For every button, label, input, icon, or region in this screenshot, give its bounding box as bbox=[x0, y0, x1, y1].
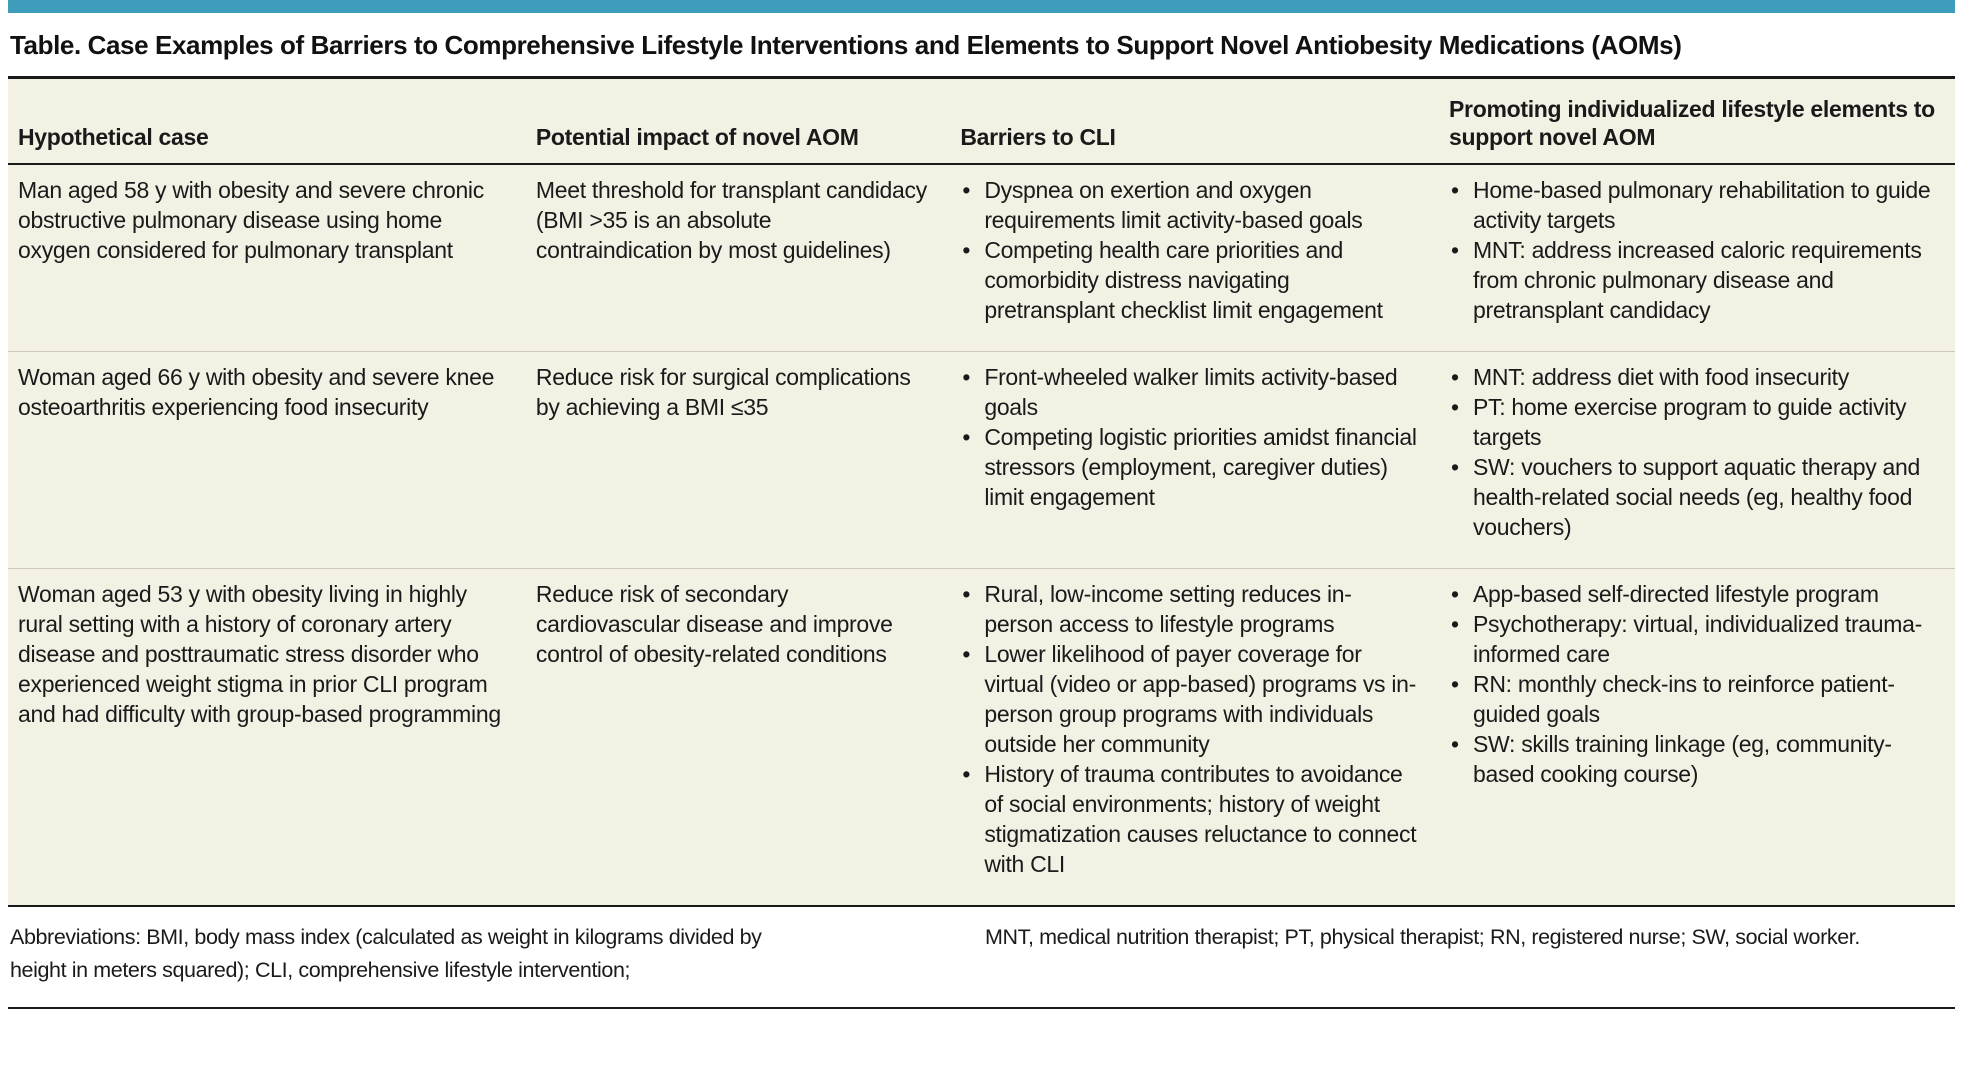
column-header-hypothetical-case: Hypothetical case bbox=[8, 78, 526, 165]
cell-potential-impact: Reduce risk of secondary cardiovascular disease and improve control of obesity-related conditions bbox=[526, 569, 950, 907]
cell-promoting-elements bbox=[1439, 352, 1955, 569]
bullet-item: • MNT: address diet with food insecurity bbox=[1449, 362, 1935, 392]
cell-potential-impact: Meet threshold for transplant candidacy (BMI >35 is an absolute contraindication by most guidelines) bbox=[535, 177, 927, 263]
bullet-item: • Front-wheeled walker limits activity-based goals bbox=[960, 362, 1419, 422]
bullet-item: • Lower likelihood of payer coverage for virtual (video or app-based) programs vs in-person group programs with individuals outside her community bbox=[960, 639, 1419, 759]
cell-hypothetical-case: Man aged 58 y with obesity and severe chronic obstructive pulmonary disease using home oxygen considered for pulmonary transplant bbox=[18, 177, 484, 263]
barriers-list bbox=[960, 362, 1419, 512]
bullet-item: • MNT: address increased caloric requirements from chronic pulmonary disease and pretransplant candidacy bbox=[1449, 235, 1935, 325]
cell-barriers bbox=[950, 352, 1439, 569]
bullet-item: • Competing health care priorities and comorbidity distress navigating pretransplant checklist limit engagement bbox=[960, 235, 1419, 325]
column-header-promoting-elements: Promoting individualized lifestyle elements to support novel AOM bbox=[1439, 78, 1955, 165]
case-examples-table bbox=[8, 76, 1955, 907]
cell-promoting-elements bbox=[1439, 569, 1955, 907]
bullet-item: • PT: home exercise program to guide activity targets bbox=[1449, 392, 1935, 452]
elements-list bbox=[1449, 362, 1935, 542]
barriers-list bbox=[960, 579, 1419, 879]
accent-bar bbox=[8, 0, 1955, 13]
bullet-item: • RN: monthly check-ins to reinforce patient-guided goals bbox=[1449, 669, 1935, 729]
bullet-item: • SW: skills training linkage (eg, community-based cooking course) bbox=[1449, 729, 1935, 789]
bullet-item: • App-based self-directed lifestyle program bbox=[1449, 579, 1935, 609]
table-row bbox=[8, 164, 1955, 352]
cell-barriers bbox=[950, 569, 1439, 907]
bullet-item: • History of trauma contributes to avoidance of social environments; history of weight stigmatization causes reluctance to connect with CLI bbox=[960, 759, 1419, 879]
cell-promoting-elements bbox=[1439, 164, 1955, 352]
table-body bbox=[8, 164, 1955, 906]
elements-list bbox=[1449, 579, 1935, 789]
bullet-item: • Home-based pulmonary rehabilitation to guide activity targets bbox=[1449, 175, 1935, 235]
elements-list bbox=[1449, 175, 1935, 325]
barriers-list bbox=[960, 175, 1419, 325]
column-header-potential-impact: Potential impact of novel AOM bbox=[526, 78, 950, 165]
bullet-item: • SW: vouchers to support aquatic therapy and health-related social needs (eg, healthy food vouchers) bbox=[1449, 452, 1935, 542]
bullet-item: • Dyspnea on exertion and oxygen requirements limit activity-based goals bbox=[960, 175, 1419, 235]
table-header bbox=[8, 78, 1955, 165]
bullet-item: • Rural, low-income setting reduces in-person access to lifestyle programs bbox=[960, 579, 1419, 639]
footnote-abbreviations-left: Abbreviations: BMI, body mass index (calculated as weight in kilograms divided by height in meters squared); CLI, comprehensive lifestyle intervention; bbox=[10, 925, 762, 982]
header-row bbox=[8, 78, 1955, 165]
footnotes bbox=[8, 907, 1955, 1009]
table-row bbox=[8, 569, 1955, 907]
bullet-item: • Psychotherapy: virtual, individualized trauma-informed care bbox=[1449, 609, 1935, 669]
cell-hypothetical-case: Woman aged 66 y with obesity and severe knee osteoarthritis experiencing food insecurity bbox=[8, 352, 526, 569]
cell-potential-impact: Reduce risk for surgical complications by achieving a BMI ≤35 bbox=[526, 352, 950, 569]
column-header-barriers-to-cli: Barriers to CLI bbox=[950, 78, 1439, 165]
table-title: Table. Case Examples of Barriers to Comprehensive Lifestyle Interventions and Elements to Support Novel Antiobesity Medications (AOMs) bbox=[10, 30, 1682, 60]
table-row bbox=[8, 352, 1955, 569]
cell-hypothetical-case: Woman aged 53 y with obesity living in highly rural setting with a history of coronary artery disease and posttraumatic stress disorder who experienced weight stigma in prior CLI program and had difficulty with group-based programming bbox=[8, 569, 526, 907]
cell-barriers bbox=[950, 164, 1439, 352]
footnote-abbreviations-right: MNT, medical nutrition therapist; PT, physical therapist; RN, registered nurse; SW, social worker. bbox=[985, 925, 1860, 949]
bullet-item: • Competing logistic priorities amidst financial stressors (employment, caregiver duties) limit engagement bbox=[960, 422, 1419, 512]
